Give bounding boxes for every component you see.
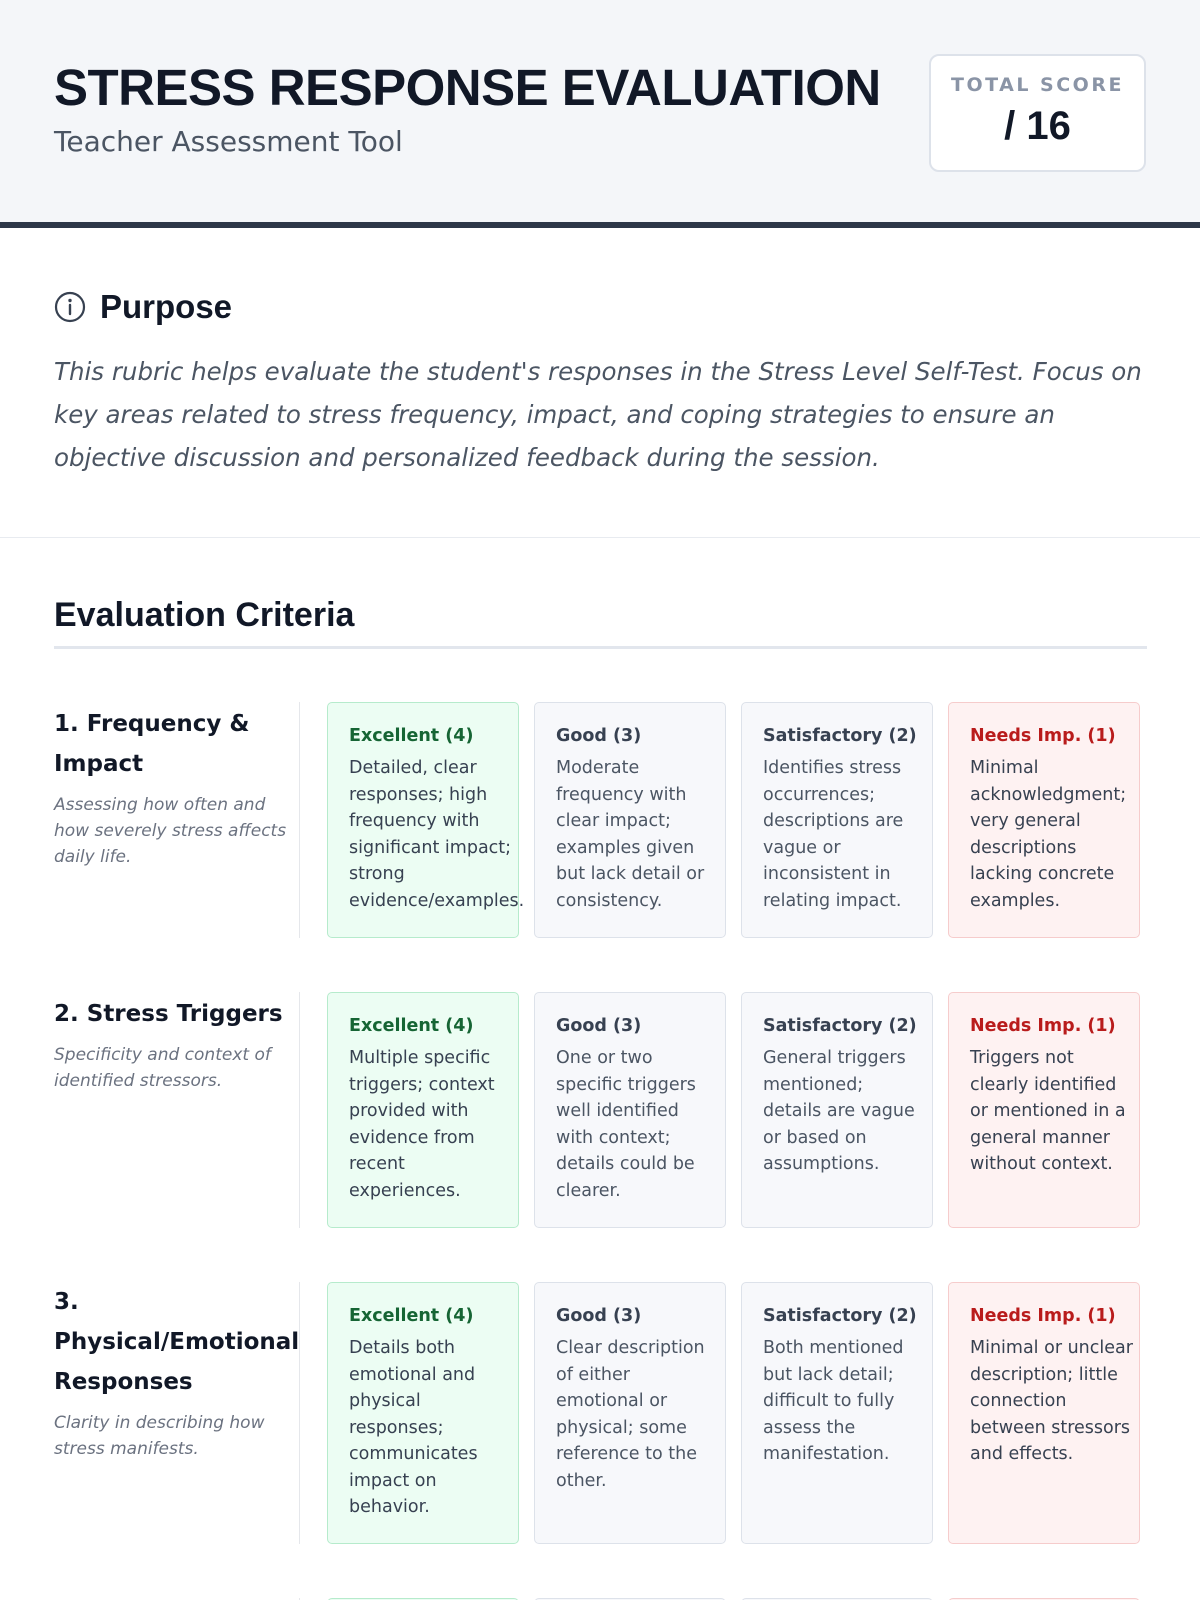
level-label: Satisfactory (2): [763, 726, 917, 746]
level-text: Minimal acknowledgment; very general descriptions lacking concrete examples.: [970, 758, 1127, 911]
level-needs-improvement: [948, 1282, 1140, 1544]
level-good: [534, 992, 726, 1228]
level-label: Needs Imp. (1): [970, 726, 1116, 746]
level-text: Minimal or unclear description; little connection between stressors and effects.: [970, 1338, 1133, 1464]
level-needs-improvement: [948, 702, 1140, 938]
level-label: Excellent (4): [349, 1306, 474, 1326]
criterion-description: Clarity in describing how stress manifests.: [54, 1413, 265, 1459]
level-needs-improvement: [948, 992, 1140, 1228]
page-subtitle: Teacher Assessment Tool: [54, 125, 403, 158]
level-satisfactory: [741, 1282, 933, 1544]
level-text: Moderate frequency with clear impact; examples given but lack detail or consistency.: [556, 758, 705, 911]
level-label: Needs Imp. (1): [970, 1016, 1116, 1036]
total-score-value: / 16: [1004, 104, 1071, 148]
criterion-label: [54, 992, 300, 1228]
level-label: Needs Imp. (1): [970, 1306, 1116, 1326]
level-excellent: [327, 992, 519, 1228]
purpose-text: This rubric helps evaluate the student's responses in the Stress Level Self-Test. Focus on key areas related to stress frequency, impact, and coping strategies to ensure an objective discussion and personalized feedback during the session.: [54, 357, 1142, 472]
criteria-title: Evaluation Criteria: [54, 596, 355, 634]
level-good: [534, 702, 726, 938]
level-text: General triggers mentioned; details are vague or based on assumptions.: [763, 1048, 915, 1174]
level-excellent: [327, 702, 525, 938]
level-text: Clear description of either emotional or physical; some reference to the other.: [556, 1338, 705, 1491]
level-label: Excellent (4): [349, 726, 474, 746]
level-satisfactory: [741, 702, 933, 938]
purpose-section: [0, 228, 1200, 538]
level-text: Detailed, clear responses; high frequency with significant impact; strong evidence/examples.: [349, 758, 525, 911]
criterion-description: Specificity and context of identified stressors.: [54, 1045, 271, 1091]
level-text: Triggers not clearly identified or mentioned in a general manner without context.: [970, 1048, 1126, 1174]
purpose-heading: [54, 288, 232, 326]
header: [0, 0, 1200, 228]
level-text: Identifies stress occurrences; descriptions are vague or inconsistent in relating impact.: [763, 758, 904, 911]
level-good: [534, 1282, 726, 1544]
criterion-title: 2. Stress Triggers: [54, 1001, 283, 1027]
criterion-title: 1. Frequency & Impact: [54, 711, 250, 777]
level-satisfactory: [741, 992, 933, 1228]
criterion-label: [54, 702, 300, 938]
total-score-box: [929, 54, 1146, 172]
total-score-label: TOTAL SCORE: [951, 74, 1124, 96]
criterion-row: [54, 992, 1147, 1228]
level-text: One or two specific triggers well identified with context; details could be clearer.: [556, 1048, 696, 1201]
purpose-title: Purpose: [100, 288, 233, 325]
level-text: Multiple specific triggers; context provided with evidence from recent experiences.: [349, 1048, 495, 1201]
criterion-row: [54, 702, 1147, 938]
criterion-levels: [327, 992, 1140, 1228]
criterion-levels: [327, 702, 1140, 938]
criterion-row: [54, 1282, 1147, 1544]
level-label: Good (3): [556, 726, 642, 746]
criterion-label: [54, 1282, 300, 1544]
criteria-divider: [54, 646, 1147, 649]
criterion-description: Assessing how often and how severely stress affects daily life.: [54, 795, 287, 867]
level-label: Satisfactory (2): [763, 1016, 917, 1036]
level-text: Both mentioned but lack detail; difficult to fully assess the manifestation.: [763, 1338, 904, 1464]
criterion-levels: [327, 1282, 1140, 1544]
level-label: Good (3): [556, 1016, 642, 1036]
level-label: Good (3): [556, 1306, 642, 1326]
level-label: Excellent (4): [349, 1016, 474, 1036]
page-title: STRESS RESPONSE EVALUATION: [54, 59, 881, 116]
level-excellent: [327, 1282, 519, 1544]
criterion-title: 3. Physical/Emotional Responses: [54, 1289, 300, 1395]
level-text: Details both emotional and physical responses; communicates impact on behavior.: [349, 1338, 478, 1517]
level-label: Satisfactory (2): [763, 1306, 917, 1326]
info-icon: [54, 291, 86, 323]
